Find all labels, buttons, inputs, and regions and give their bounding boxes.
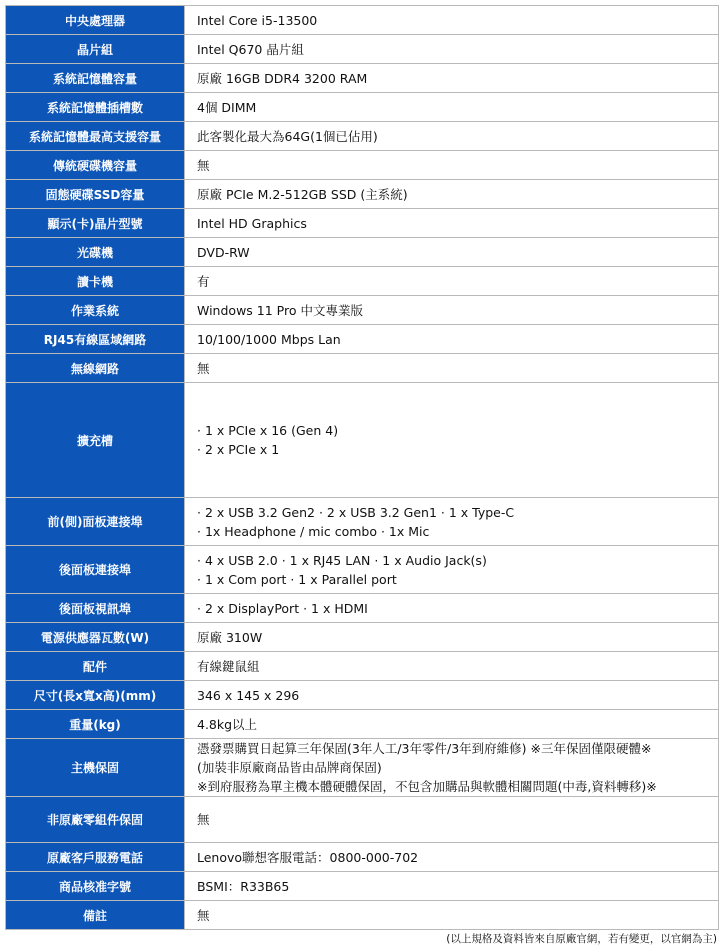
spec-value-line: 原廠 310W: [197, 629, 263, 645]
spec-row: [6, 238, 719, 267]
spec-value: [185, 209, 719, 238]
spec-value: [185, 681, 719, 710]
spec-value-line: 原廠 PCIe M.2-512GB SSD (主系統): [197, 186, 408, 202]
spec-label: 讀卡機: [6, 267, 185, 296]
spec-row: [6, 546, 719, 594]
spec-label: 系統記憶體最高支援容量: [6, 122, 185, 151]
spec-value-line: DVD-RW: [197, 244, 250, 260]
spec-value: [185, 797, 719, 843]
spec-row: [6, 354, 719, 383]
spec-value: [185, 710, 719, 739]
spec-label: 前(側)面板連接埠: [6, 498, 185, 546]
spec-value-line: (加裝非原廠商品皆由品牌商保固): [197, 760, 382, 775]
spec-label: 光碟機: [6, 238, 185, 267]
spec-row: [6, 325, 719, 354]
spec-value: [185, 383, 719, 498]
spec-value: [185, 901, 719, 930]
spec-value-line: 無: [197, 360, 210, 376]
spec-row: [6, 710, 719, 739]
spec-label: 系統記憶體插槽數: [6, 93, 185, 122]
spec-label: 中央處理器: [6, 6, 185, 35]
spec-value-line: 10/100/1000 Mbps Lan: [197, 331, 341, 347]
spec-value-line: · 2 x USB 3.2 Gen2 · 2 x USB 3.2 Gen1 · 1 x Type-C: [197, 504, 515, 520]
spec-row: [6, 93, 719, 122]
spec-value-line: 無: [197, 812, 210, 827]
spec-value-line: · 1x Headphone / mic combo · 1x Mic: [197, 523, 430, 539]
spec-label: 固態硬碟SSD容量: [6, 180, 185, 209]
spec-value: [185, 325, 719, 354]
spec-label: 系統記憶體容量: [6, 64, 185, 93]
spec-row: [6, 35, 719, 64]
spec-value-line: 4.8kg以上: [197, 716, 258, 732]
spec-value-line: Intel Q670 晶片組: [197, 41, 304, 57]
spec-value-line: · 4 x USB 2.0 · 1 x RJ45 LAN · 1 x Audio Jack(s): [197, 552, 487, 568]
spec-value: [185, 151, 719, 180]
spec-label: RJ45有線區域網路: [6, 325, 185, 354]
spec-value-line: · 2 x PCIe x 1: [197, 442, 280, 457]
spec-label: 後面板視訊埠: [6, 594, 185, 623]
spec-label: 擴充槽: [6, 383, 185, 498]
spec-row: [6, 151, 719, 180]
spec-value: [185, 843, 719, 872]
spec-value-line: · 1 x Com port · 1 x Parallel port: [197, 571, 397, 587]
spec-row: [6, 843, 719, 872]
spec-value-line: 有線鍵鼠組: [197, 658, 260, 674]
spec-value: [185, 93, 719, 122]
spec-value: [185, 594, 719, 623]
spec-row: [6, 797, 719, 843]
spec-label: 傳統硬碟機容量: [6, 151, 185, 180]
spec-value: [185, 6, 719, 35]
spec-value-line: Intel Core i5-13500: [197, 12, 318, 28]
spec-label: 作業系統: [6, 296, 185, 325]
spec-row: [6, 681, 719, 710]
spec-label: 顯示(卡)晶片型號: [6, 209, 185, 238]
spec-value: [185, 623, 719, 652]
spec-value: [185, 238, 719, 267]
spec-label: 後面板連接埠: [6, 546, 185, 594]
spec-label: 重量(kg): [6, 710, 185, 739]
spec-row: [6, 180, 719, 209]
spec-value: [185, 64, 719, 93]
spec-value-line: · 2 x DisplayPort · 1 x HDMI: [197, 600, 368, 616]
spec-label: 非原廠零組件保固: [6, 797, 185, 843]
spec-row: [6, 652, 719, 681]
spec-value: [185, 739, 719, 797]
spec-value-line: Lenovo聯想客服電話：0800-000-702: [197, 849, 419, 865]
spec-row: [6, 739, 719, 797]
spec-row: [6, 498, 719, 546]
spec-value: [185, 872, 719, 901]
spec-table: [5, 5, 719, 930]
spec-value-line: Windows 11 Pro 中文專業版: [197, 302, 363, 318]
spec-row: [6, 209, 719, 238]
spec-label: 配件: [6, 652, 185, 681]
spec-value-line: 4個 DIMM: [197, 99, 257, 115]
spec-row: [6, 383, 719, 498]
spec-value: [185, 122, 719, 151]
spec-value: [185, 35, 719, 64]
spec-value-line: ※到府服務為單主機本體硬體保固，不包含加購品與軟體相關問題(中毒,資料轉移)※: [197, 779, 657, 794]
spec-label: 備註: [6, 901, 185, 930]
spec-value-line: 346 x 145 x 296: [197, 687, 300, 703]
spec-row: [6, 594, 719, 623]
spec-row: [6, 122, 719, 151]
spec-row: [6, 267, 719, 296]
spec-value-line: 有: [197, 273, 210, 289]
spec-value: [185, 354, 719, 383]
footnote: (以上規格及資料皆來自原廠官網，若有變更，以官網為主): [446, 933, 717, 945]
spec-value-line: Intel HD Graphics: [197, 215, 307, 231]
spec-value-line: 此客製化最大為64G(1個已佔用): [197, 128, 378, 144]
spec-label: 晶片組: [6, 35, 185, 64]
spec-label: 原廠客戶服務電話: [6, 843, 185, 872]
spec-value: [185, 498, 719, 546]
spec-value-line: BSMI：R33B65: [197, 878, 290, 894]
spec-value-line: 原廠 16GB DDR4 3200 RAM: [197, 70, 368, 86]
spec-value-line: 憑發票購買日起算三年保固(3年人工/3年零件/3年到府維修) ※三年保固僅限硬體※: [197, 741, 652, 756]
spec-row: [6, 296, 719, 325]
spec-row: [6, 901, 719, 930]
spec-row: [6, 872, 719, 901]
spec-value: [185, 652, 719, 681]
spec-value: [185, 546, 719, 594]
spec-value-line: 無: [197, 157, 210, 173]
spec-label: 尺寸(長x寬x高)(mm): [6, 681, 185, 710]
spec-value-line: 無: [197, 907, 210, 923]
spec-label: 商品核准字號: [6, 872, 185, 901]
spec-row: [6, 6, 719, 35]
spec-value: [185, 296, 719, 325]
spec-row: [6, 64, 719, 93]
spec-label: 無線網路: [6, 354, 185, 383]
spec-label: 電源供應器瓦數(W): [6, 623, 185, 652]
spec-row: [6, 623, 719, 652]
spec-value: [185, 267, 719, 296]
spec-value-line: · 1 x PCIe x 16 (Gen 4): [197, 423, 339, 438]
spec-label: 主機保固: [6, 739, 185, 797]
spec-value: [185, 180, 719, 209]
